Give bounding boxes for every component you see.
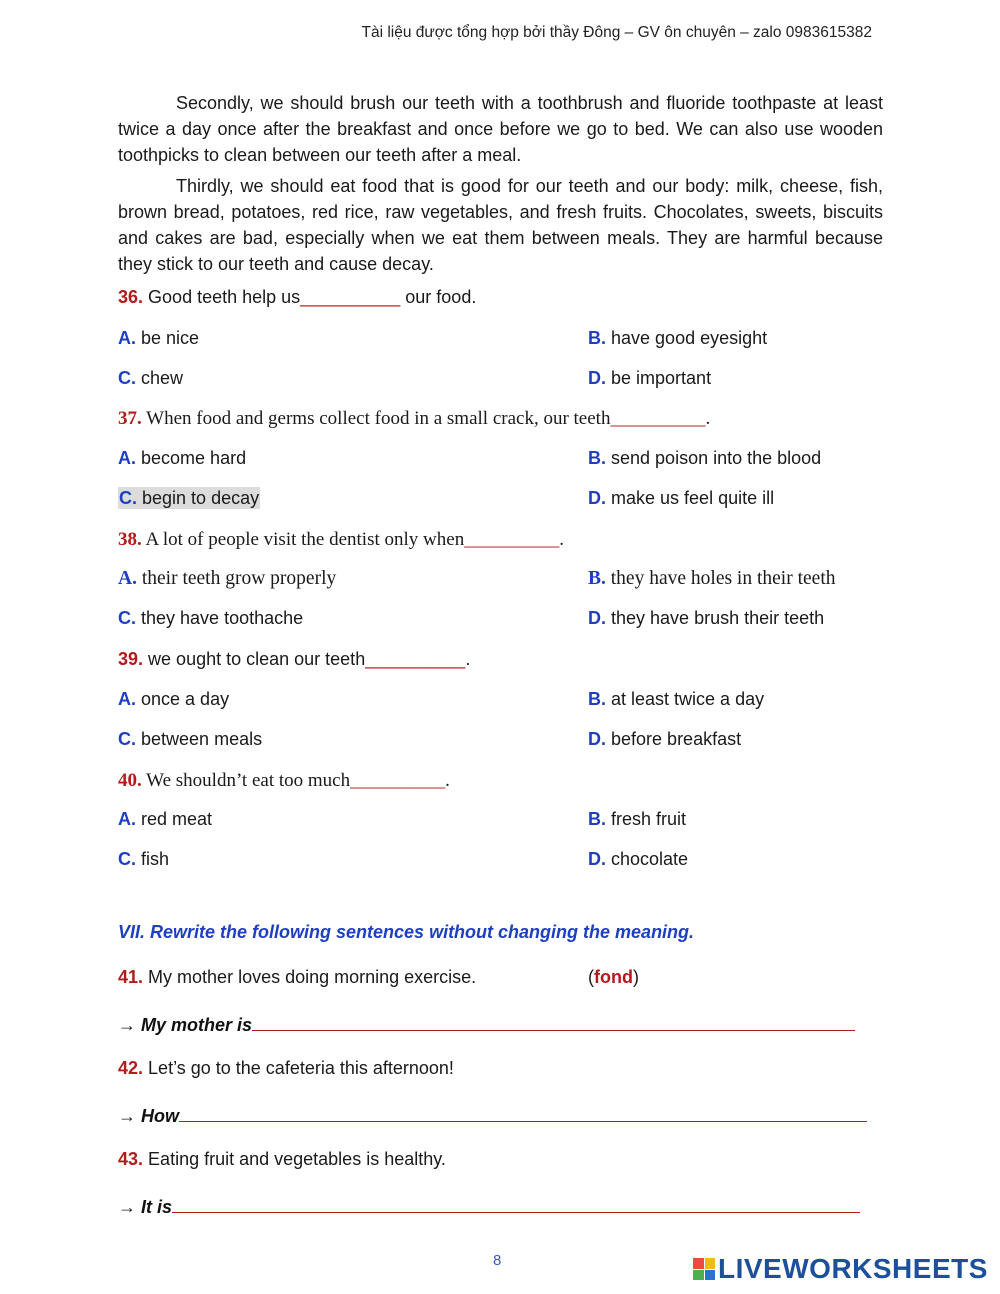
arrow-icon: →: [118, 1106, 136, 1126]
option-39-d[interactable]: D. before breakfast: [588, 729, 742, 749]
option-37-d[interactable]: D. make us feel quite ill: [588, 488, 775, 508]
answer-blank[interactable]: __________: [350, 770, 446, 791]
option-39-a[interactable]: A. once a day: [118, 689, 230, 709]
option-37-b[interactable]: B. send poison into the blood: [588, 448, 822, 468]
question-36: 36. Good teeth help us__________ our food.: [118, 287, 477, 307]
option-38-d[interactable]: D. they have brush their teeth: [588, 608, 825, 628]
question-39: 39. we ought to clean our teeth__________.: [118, 649, 471, 669]
rewrite-43-prompt: 43. Eating fruit and vegetables is healthy.: [118, 1149, 446, 1169]
option-40-b[interactable]: B. fresh fruit: [588, 809, 687, 829]
option-36-a[interactable]: A. be nice: [118, 328, 200, 348]
option-36-c[interactable]: C. chew: [118, 368, 184, 388]
answer-blank[interactable]: __________: [464, 529, 560, 550]
passage-paragraph-2: Secondly, we should brush our teeth with a toothbrush and fluoride toothpaste at least twice a day once after the breakfast and once before we go to bed. We can also use wooden toothpicks to clean between our teeth after a meal.: [118, 93, 883, 165]
liveworksheets-logo: LIVEWORKSHEETS: [693, 1255, 988, 1283]
section-title: VII. Rewrite the following sentences without changing the meaning.: [118, 922, 695, 942]
option-37-c-selected[interactable]: C. begin to decay: [119, 488, 260, 508]
answer-input-41[interactable]: [252, 1012, 855, 1031]
option-39-c[interactable]: C. between meals: [118, 729, 263, 749]
logo-icon: [693, 1258, 715, 1280]
arrow-icon: →: [118, 1015, 136, 1035]
page-header: Tài liệu được tổng hợp bởi thầy Đông – GV ôn chuyên – zalo 0983615382: [361, 24, 872, 41]
answer-blank[interactable]: __________: [365, 649, 466, 669]
rewrite-41-answer-line: → My mother is: [118, 1012, 855, 1036]
option-40-c[interactable]: C. fish: [118, 849, 170, 869]
option-38-b[interactable]: B. they have holes in their teeth: [588, 568, 836, 589]
arrow-icon: →: [118, 1197, 136, 1217]
rewrite-41-prompt: 41. My mother loves doing morning exercise.: [118, 967, 477, 987]
answer-input-42[interactable]: [179, 1103, 867, 1122]
rewrite-43-answer-line: → It is: [118, 1194, 860, 1218]
passage-paragraph-3: Thirdly, we should eat food that is good for our teeth and our body: milk, cheese, fish, brown bread, potatoes, red rice, raw vegetables, and fresh fruits. Chocolates, sweets, biscuits and cakes are bad, especially when we eat them between meals. They are harmful because they stick to our teeth and cause decay.: [118, 176, 883, 274]
rewrite-41-hint: (fond): [588, 967, 639, 987]
option-36-b[interactable]: B. have good eyesight: [588, 328, 768, 348]
rewrite-42-answer-line: → How: [118, 1103, 867, 1127]
answer-blank[interactable]: __________: [300, 287, 401, 307]
rewrite-42-prompt: 42. Let’s go to the cafeteria this afternoon!: [118, 1058, 454, 1078]
option-36-d[interactable]: D. be important: [588, 368, 712, 388]
question-37: 37. When food and germs collect food in a small crack, our teeth__________.: [118, 408, 711, 429]
option-38-c[interactable]: C. they have toothache: [118, 608, 304, 628]
option-38-a[interactable]: A. their teeth grow properly: [118, 568, 337, 589]
option-39-b[interactable]: B. at least twice a day: [588, 689, 765, 709]
question-38: 38. A lot of people visit the dentist only when__________.: [118, 529, 564, 550]
question-40: 40. We shouldn’t eat too much__________.: [118, 770, 450, 791]
option-40-d[interactable]: D. chocolate: [588, 849, 689, 869]
option-40-a[interactable]: A. red meat: [118, 809, 213, 829]
page-number: 8: [493, 1252, 502, 1269]
answer-blank[interactable]: __________: [610, 408, 706, 429]
answer-input-43[interactable]: [172, 1194, 860, 1213]
option-37-a[interactable]: A. become hard: [118, 448, 247, 468]
